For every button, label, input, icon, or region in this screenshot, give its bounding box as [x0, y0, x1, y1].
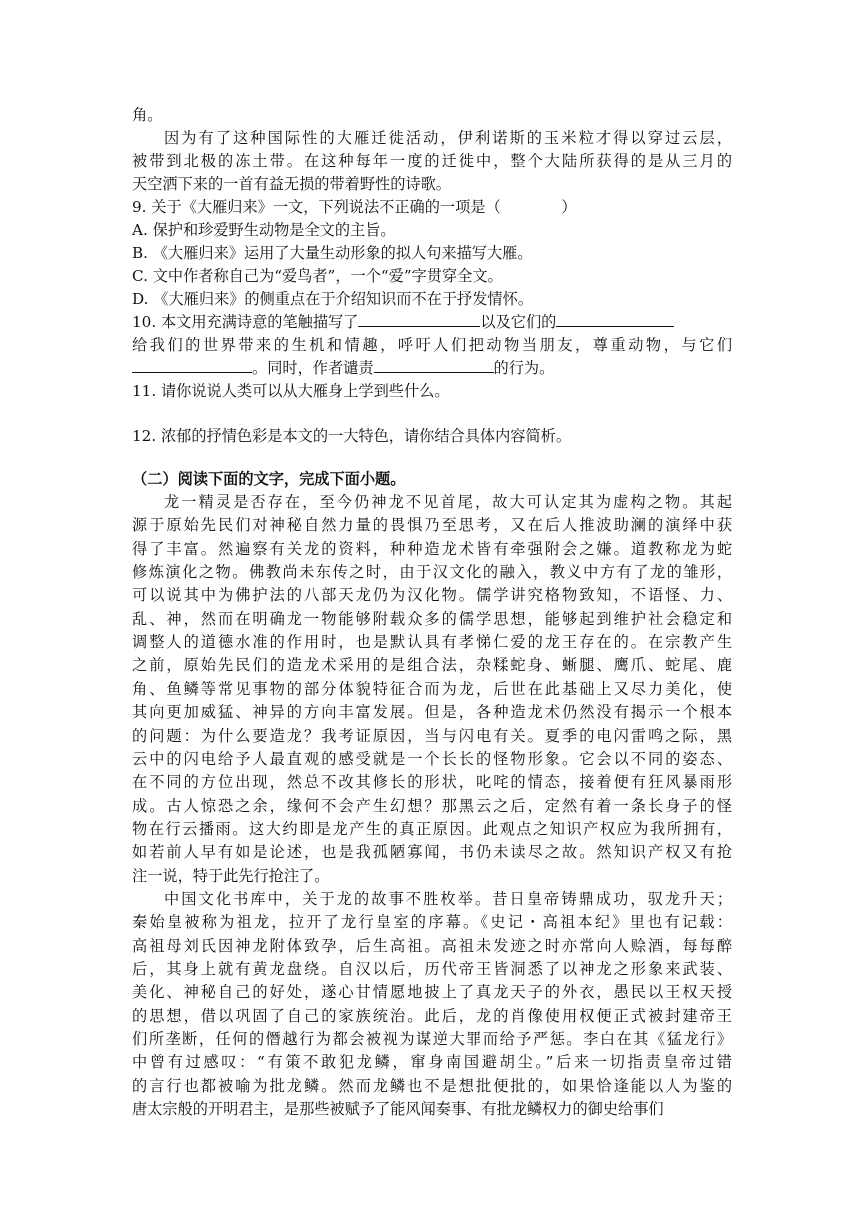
answer-blank[interactable] — [374, 358, 494, 373]
passage-text-line: 可以说其中为佛护法的八部天龙仍为汉化物。儒学讲究格物致知，不语怪、力、 — [132, 586, 732, 605]
passage-text-line: 角、鱼鳞等常见事物的部分体貌特征合而为龙，后世在此基础上又尽力美化，使 — [132, 679, 732, 698]
passage-text-line: 的思想，借以巩固了自己的家族统治。此后，龙的肖像使用权便正式被封建帝王 — [132, 1006, 732, 1025]
question-10-line-2: 给我们的世界带来的生机和情趣，呼吁人们把动物当朋友，尊重动物，与它们 — [132, 336, 732, 354]
passage-text-line: 云中的闪电给予人最直观的感受就是一个长长的怪物形象。它会以不同的姿态、 — [132, 749, 732, 768]
passage-text-line: 被带到北极的冻土带。在这种每年一度的迁徙中，整个大陆所获得的是从三月的 — [132, 152, 732, 170]
passage-text-line: 物在行云播雨。这大约即是龙产生的真正原因。此观点之知识产权应为我所拥有， — [132, 819, 732, 838]
passage-text-line: 因为有了这种国际性的大雁迁徙活动，伊利诺斯的玉米粒才得以穿过云层， — [164, 129, 732, 147]
passage-text-line: 后，其身上就有黄龙盘绕。自汉以后，历代帝王皆洞悉了以神龙之形象来武装、 — [132, 960, 732, 979]
question-9-option-b: B. 《大雁归来》运用了大量生动形象的拟人句来描写大雁。 — [132, 244, 533, 262]
passage-text-line: 乱、神，然而在明确龙一物能够附载众多的儒学思想，能够起到维护社会稳定和 — [132, 609, 732, 628]
passage-text-line: 唐太宗般的开明君主，是那些被赋予了能风闻奏事、有批龙鳞权力的御史给事们 — [132, 1100, 664, 1119]
answer-blank[interactable] — [358, 312, 480, 327]
answer-blank[interactable] — [132, 358, 252, 373]
question-9-stem: 9. 关于《大雁归来》一文，下列说法不正确的一项是（ ） — [132, 198, 577, 216]
passage-text-line: 其向更加威猛、神异的方向丰富发展。但是，各种造龙术仍然没有揭示一个根本 — [132, 703, 732, 722]
passage-text-line: 修炼演化之物。佛教尚未东传之时，由于汉文化的融入，教义中方有了龙的雏形， — [132, 563, 732, 582]
passage-text-line: 高祖母刘氏因神龙附体致孕，后生高祖。高祖未发迹之时亦常向人赊酒，每每醉 — [132, 936, 732, 955]
passage-text-line: 中曾有过感叹：“有策不敢犯龙鳞，窜身南国避胡尘。”后来一切指责皇帝过错 — [132, 1053, 732, 1072]
passage-text-line: 的问题：为什么要造龙？我考证原因，当与闪电有关。夏季的电闪雷鸣之际，黑 — [132, 726, 732, 745]
answer-blank[interactable] — [556, 312, 674, 327]
question-9-option-c: C. 文中作者称自己为“爱鸟者”，一个“爱”字贯穿全文。 — [132, 267, 503, 285]
question-11: 11. 请你说说人类可以从大雁身上学到些什么。 — [132, 382, 450, 400]
passage-text-line: 之前，原始先民们的造龙术采用的是组合法，杂糅蛇身、蜥腿、鹰爪、蛇尾、鹿 — [132, 656, 732, 675]
question-10-text: 的行为。 — [493, 359, 555, 377]
question-12: 12. 浓郁的抒情色彩是本文的一大特色，请你结合具体内容简析。 — [132, 427, 572, 445]
passage-text-line: 秦始皇被称为祖龙，拉开了龙行皇室的序幕。《史记・高祖本纪》里也有记载： — [132, 913, 732, 932]
passage-text-line: 中国文化书库中，关于龙的故事不胜枚举。昔日皇帝铸鼎成功，驭龙升天； — [164, 890, 732, 908]
passage-text-line: 角。 — [132, 106, 163, 124]
passage-text-line: 在不同的方位出现，然总不改其修长的形状，叱咤的情态，接着便有狂风暴雨形 — [132, 773, 732, 792]
question-10-text: 。同时，作者谴责 — [252, 359, 374, 377]
passage-text-line: 源于原始先民们对神秘自然力量的畏惧乃至思考，又在后人推波助澜的演绎中获 — [132, 516, 732, 535]
passage-text-line: 的言行也都被喻为批龙鳞。然而龙鳞也不是想批便批的，如果恰逢能以人为鉴的 — [132, 1076, 732, 1095]
passage-text-line: 美化、神秘自己的好处，遂心甘情愿地披上了真龙天子的外衣，愚民以王权天授 — [132, 983, 732, 1002]
passage-text-line: 们所垄断，任何的僭越行为都会被视为谋逆大罪而给予严惩。李白在其《猛龙行》 — [132, 1030, 732, 1049]
passage-text-line: 得了丰富。然遍察有关龙的资料，种种造龙术皆有牵强附会之嫌。道教称龙为蛇 — [132, 539, 732, 558]
question-10-text: 以及它们的 — [480, 313, 557, 331]
passage-text-line: 如若前人早有如是论述，也是我孤陋寡闻，书仍未读尽之故。然知识产权又有抢 — [132, 843, 732, 862]
passage-text-line: 成。古人惊恐之余，缘何不会产生幻想？那黑云之后，定然有着一条长身子的怪 — [132, 796, 732, 815]
question-9-option-d: D. 《大雁归来》的侧重点在于介绍知识而不在于抒发情怀。 — [132, 290, 533, 308]
passage-text-line: 注一说，特于此先行抢注了。 — [132, 866, 330, 885]
passage-text-line: 调整人的道德水准的作用时，也是默认具有孝悌仁爱的龙王存在的。在宗教产生 — [132, 633, 732, 652]
passage-text-line: 龙一精灵是否存在，至今仍神龙不见首尾，故大可认定其为虚构之物。其起 — [164, 493, 732, 511]
question-10-text: 10. 本文用充满诗意的笔触描写了 — [132, 313, 359, 331]
section-heading: （二）阅读下面的文字，完成下面小题。 — [132, 470, 406, 488]
question-9-option-a: A. 保护和珍爱野生动物是全文的主旨。 — [132, 221, 396, 239]
question-10-line-3 — [132, 357, 732, 379]
question-10-line-1 — [132, 311, 732, 333]
passage-text-line: 天空洒下来的一首有益无损的带着野性的诗歌。 — [132, 175, 451, 193]
